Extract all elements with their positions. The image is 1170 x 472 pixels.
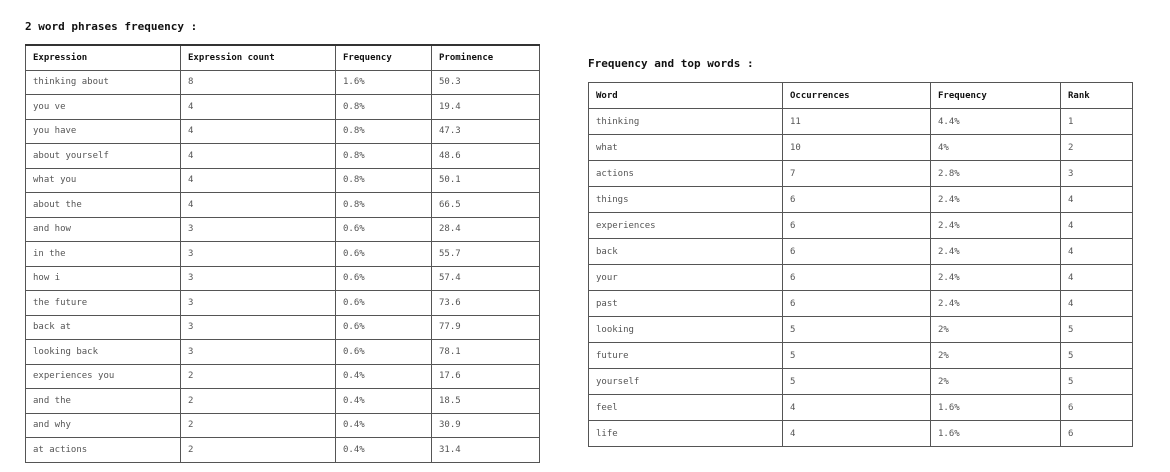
cell-prominence: 30.9: [432, 413, 540, 438]
table-row: [26, 95, 540, 120]
cell-expression: looking back: [26, 340, 181, 365]
table-row: [589, 421, 1133, 447]
cell-prominence: 77.9: [432, 315, 540, 340]
cell-rank: 4: [1061, 265, 1133, 291]
cell-expression: experiences you: [26, 364, 181, 389]
top-words-table: [588, 82, 1133, 447]
cell-expression: and why: [26, 413, 181, 438]
cell-rank: 3: [1061, 161, 1133, 187]
cell-rank: 4: [1061, 213, 1133, 239]
cell-expression: at actions: [26, 438, 181, 463]
cell-frequency: 2.8%: [931, 161, 1061, 187]
cell-word: back: [589, 239, 783, 265]
cell-occurrences: 6: [783, 239, 931, 265]
cell-rank: 1: [1061, 109, 1133, 135]
cell-frequency: 0.6%: [336, 266, 432, 291]
cell-expression: and how: [26, 217, 181, 242]
cell-word: experiences: [589, 213, 783, 239]
cell-prominence: 19.4: [432, 95, 540, 120]
cell-frequency: 1.6%: [931, 395, 1061, 421]
cell-frequency: 2.4%: [931, 187, 1061, 213]
cell-frequency: 0.8%: [336, 168, 432, 193]
table-header-row: [26, 45, 540, 70]
cell-rank: 6: [1061, 421, 1133, 447]
table-row: [589, 161, 1133, 187]
table-row: [26, 266, 540, 291]
table-row: [26, 119, 540, 144]
cell-expression-count: 4: [181, 193, 336, 218]
column-header-frequency: Frequency: [931, 83, 1061, 109]
cell-expression: thinking about: [26, 70, 181, 95]
cell-frequency: 0.6%: [336, 315, 432, 340]
cell-expression-count: 4: [181, 168, 336, 193]
table-header-row: [589, 83, 1133, 109]
cell-prominence: 47.3: [432, 119, 540, 144]
cell-prominence: 18.5: [432, 389, 540, 414]
cell-expression: about the: [26, 193, 181, 218]
cell-word: what: [589, 135, 783, 161]
table-row: [589, 317, 1133, 343]
cell-prominence: 78.1: [432, 340, 540, 365]
table-row: [589, 395, 1133, 421]
cell-rank: 4: [1061, 291, 1133, 317]
cell-expression-count: 4: [181, 95, 336, 120]
cell-frequency: 4.4%: [931, 109, 1061, 135]
cell-word: things: [589, 187, 783, 213]
cell-occurrences: 4: [783, 395, 931, 421]
cell-prominence: 48.6: [432, 144, 540, 169]
cell-occurrences: 10: [783, 135, 931, 161]
cell-frequency: 0.8%: [336, 119, 432, 144]
phrases-section-title: 2 word phrases frequency :: [25, 20, 198, 33]
cell-occurrences: 5: [783, 317, 931, 343]
table-row: [589, 265, 1133, 291]
cell-word: future: [589, 343, 783, 369]
column-header-expression: Expression: [26, 45, 181, 70]
cell-expression-count: 2: [181, 413, 336, 438]
column-header-occurrences: Occurrences: [783, 83, 931, 109]
cell-frequency: 0.4%: [336, 389, 432, 414]
cell-expression-count: 3: [181, 291, 336, 316]
cell-occurrences: 11: [783, 109, 931, 135]
table-row: [26, 168, 540, 193]
cell-expression-count: 8: [181, 70, 336, 95]
cell-rank: 5: [1061, 343, 1133, 369]
cell-prominence: 50.1: [432, 168, 540, 193]
cell-expression-count: 2: [181, 389, 336, 414]
cell-expression: in the: [26, 242, 181, 267]
cell-rank: 4: [1061, 239, 1133, 265]
cell-frequency: 2%: [931, 369, 1061, 395]
cell-word: thinking: [589, 109, 783, 135]
cell-frequency: 0.6%: [336, 291, 432, 316]
cell-frequency: 0.6%: [336, 340, 432, 365]
cell-frequency: 2.4%: [931, 291, 1061, 317]
cell-word: actions: [589, 161, 783, 187]
table-row: [26, 70, 540, 95]
cell-expression-count: 3: [181, 266, 336, 291]
cell-expression-count: 3: [181, 340, 336, 365]
cell-frequency: 2.4%: [931, 213, 1061, 239]
table-row: [589, 187, 1133, 213]
table-row: [26, 413, 540, 438]
cell-expression-count: 3: [181, 315, 336, 340]
table-row: [26, 242, 540, 267]
table-row: [589, 343, 1133, 369]
table-row: [26, 217, 540, 242]
cell-occurrences: 4: [783, 421, 931, 447]
cell-prominence: 31.4: [432, 438, 540, 463]
table-row: [26, 291, 540, 316]
cell-expression-count: 2: [181, 364, 336, 389]
column-header-word: Word: [589, 83, 783, 109]
cell-prominence: 50.3: [432, 70, 540, 95]
cell-occurrences: 5: [783, 369, 931, 395]
cell-frequency: 0.8%: [336, 95, 432, 120]
cell-word: past: [589, 291, 783, 317]
cell-frequency: 2.4%: [931, 265, 1061, 291]
cell-occurrences: 5: [783, 343, 931, 369]
cell-occurrences: 6: [783, 187, 931, 213]
cell-frequency: 2.4%: [931, 239, 1061, 265]
cell-prominence: 57.4: [432, 266, 540, 291]
cell-rank: 5: [1061, 317, 1133, 343]
table-row: [26, 144, 540, 169]
cell-occurrences: 6: [783, 291, 931, 317]
cell-expression-count: 3: [181, 242, 336, 267]
cell-expression-count: 3: [181, 217, 336, 242]
table-row: [589, 213, 1133, 239]
cell-expression: the future: [26, 291, 181, 316]
cell-word: your: [589, 265, 783, 291]
table-row: [26, 315, 540, 340]
cell-frequency: 0.4%: [336, 438, 432, 463]
cell-word: life: [589, 421, 783, 447]
phrases-frequency-table: [25, 44, 540, 463]
cell-prominence: 66.5: [432, 193, 540, 218]
cell-expression: back at: [26, 315, 181, 340]
cell-expression: and the: [26, 389, 181, 414]
cell-expression: how i: [26, 266, 181, 291]
column-header-frequency: Frequency: [336, 45, 432, 70]
cell-expression-count: 4: [181, 144, 336, 169]
table-row: [26, 193, 540, 218]
cell-word: feel: [589, 395, 783, 421]
table-row: [589, 369, 1133, 395]
cell-expression: you ve: [26, 95, 181, 120]
cell-frequency: 2%: [931, 343, 1061, 369]
cell-occurrences: 6: [783, 265, 931, 291]
cell-occurrences: 6: [783, 213, 931, 239]
column-header-expression-count: Expression count: [181, 45, 336, 70]
table-row: [589, 239, 1133, 265]
table-row: [26, 389, 540, 414]
cell-frequency: 1.6%: [336, 70, 432, 95]
cell-prominence: 55.7: [432, 242, 540, 267]
cell-word: looking: [589, 317, 783, 343]
cell-frequency: 0.6%: [336, 217, 432, 242]
table-row: [589, 291, 1133, 317]
cell-expression: what you: [26, 168, 181, 193]
table-row: [26, 438, 540, 463]
table-row: [26, 364, 540, 389]
cell-frequency: 1.6%: [931, 421, 1061, 447]
cell-prominence: 73.6: [432, 291, 540, 316]
cell-rank: 5: [1061, 369, 1133, 395]
cell-frequency: 0.4%: [336, 364, 432, 389]
cell-rank: 6: [1061, 395, 1133, 421]
cell-frequency: 0.8%: [336, 144, 432, 169]
cell-expression-count: 2: [181, 438, 336, 463]
cell-expression-count: 4: [181, 119, 336, 144]
table-row: [589, 135, 1133, 161]
top-words-section-title: Frequency and top words :: [588, 57, 754, 70]
cell-expression: about yourself: [26, 144, 181, 169]
cell-frequency: 0.8%: [336, 193, 432, 218]
column-header-rank: Rank: [1061, 83, 1133, 109]
cell-prominence: 28.4: [432, 217, 540, 242]
cell-prominence: 17.6: [432, 364, 540, 389]
column-header-prominence: Prominence: [432, 45, 540, 70]
cell-word: yourself: [589, 369, 783, 395]
cell-frequency: 4%: [931, 135, 1061, 161]
cell-frequency: 0.6%: [336, 242, 432, 267]
cell-frequency: 0.4%: [336, 413, 432, 438]
cell-rank: 2: [1061, 135, 1133, 161]
table-row: [26, 340, 540, 365]
table-row: [589, 109, 1133, 135]
cell-frequency: 2%: [931, 317, 1061, 343]
cell-occurrences: 7: [783, 161, 931, 187]
cell-rank: 4: [1061, 187, 1133, 213]
cell-expression: you have: [26, 119, 181, 144]
